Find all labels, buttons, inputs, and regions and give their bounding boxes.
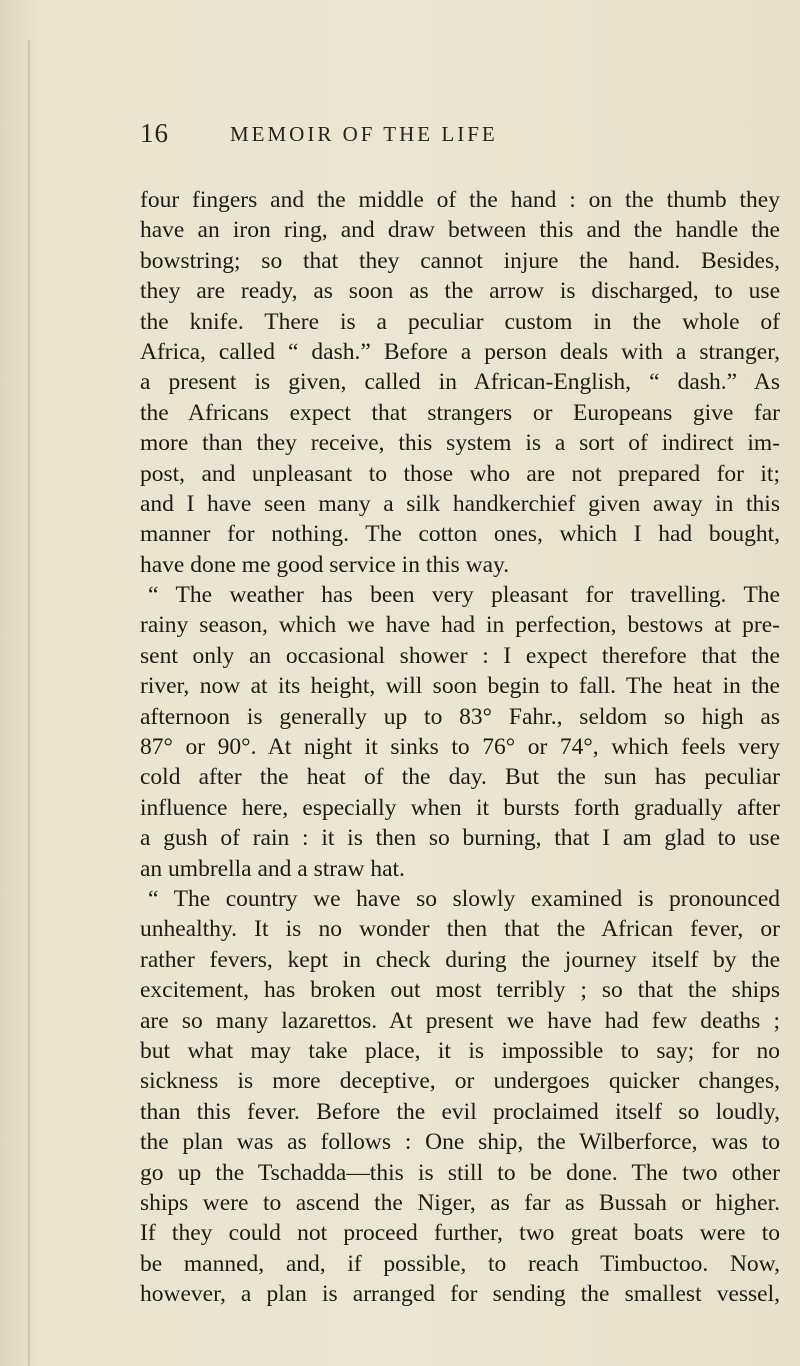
text-line: the plan was as follows : One ship, the Wilberforce, was to xyxy=(140,1129,780,1156)
text-line: post, and unpleasant to those who are not prepared for it; xyxy=(140,460,780,487)
text-line: excitement, has broken out most terribly ; so that the ships xyxy=(140,977,780,1004)
body-text xyxy=(140,185,780,1309)
text-line: cold after the heat of the day. But the sun has peculiar xyxy=(140,764,780,791)
text-line: but what may take place, it is impossible to say; for no xyxy=(140,1037,780,1064)
text-line: more than they receive, this system is a sort of indirect im- xyxy=(140,430,780,457)
text-line: rather fevers, kept in check during the journey itself by the xyxy=(140,946,780,973)
text-line: have an iron ring, and draw between this and the handle the xyxy=(140,217,780,244)
text-line: 87° or 90°. At night it sinks to 76° or 74°, which feels very xyxy=(140,734,780,761)
text-line: sickness is more deceptive, or undergoes quicker changes, xyxy=(140,1068,780,1095)
page-number: 16 xyxy=(140,118,169,148)
text-line: rainy season, which we have had in perfection, bestows at pre- xyxy=(140,612,780,639)
text-line: four fingers and the middle of the hand : on the thumb they xyxy=(140,187,780,213)
text-line: be manned, and, if possible, to reach Timbuctoo. Now, xyxy=(140,1250,780,1277)
text-line: a present is given, called in African-English, “ dash.” As xyxy=(140,369,780,396)
text-line: afternoon is generally up to 83° Fahr., seldom so high as xyxy=(140,703,780,730)
text-line: a gush of rain : it is then so burning, that I am glad to use xyxy=(140,825,780,852)
text-line: are so many lazarettos. At present we have had few deaths ; xyxy=(140,1007,780,1034)
text-line: the Africans expect that strangers or Europeans give far xyxy=(140,399,780,426)
text-line: influence here, especially when it bursts forth gradually after xyxy=(140,794,780,821)
text-line: sent only an occasional shower : I expect therefore that the xyxy=(140,642,780,669)
text-line: an umbrella and a straw hat. xyxy=(140,855,405,882)
page-gutter-line xyxy=(28,40,30,1366)
text-line: “ The country we have so slowly examined is pronounced xyxy=(148,885,780,912)
text-line: and I have seen many a silk handkerchief given away in this xyxy=(140,490,780,517)
text-line: than this fever. Before the evil proclaimed itself so loudly, xyxy=(140,1098,780,1125)
text-line: river, now at its height, will soon begin to fall. The heat in the xyxy=(140,673,780,700)
text-line: have done me good service in this way. xyxy=(140,551,510,578)
text-line: they are ready, as soon as the arrow is discharged, to use xyxy=(140,278,780,305)
text-line: ships were to ascend the Niger, as far as Bussah or higher. xyxy=(140,1189,780,1216)
text-line: “ The weather has been very pleasant for travelling. The xyxy=(148,582,780,609)
text-line: Africa, called “ dash.” Before a person deals with a stranger, xyxy=(140,338,780,365)
text-line: however, a plan is arranged for sending the smallest vessel, xyxy=(140,1281,780,1308)
text-line: If they could not proceed further, two great boats were to xyxy=(140,1220,780,1247)
text-line: the knife. There is a peculiar custom in the whole of xyxy=(140,308,780,335)
text-line: bowstring; so that they cannot injure the hand. Besides, xyxy=(140,247,780,274)
page-header xyxy=(140,118,780,158)
text-line: unhealthy. It is no wonder then that the African fever, or xyxy=(140,916,780,943)
text-line: go up the Tschadda—this is still to be done. The two other xyxy=(140,1159,780,1186)
text-line: manner for nothing. The cotton ones, which I had bought, xyxy=(140,521,780,548)
running-head: MEMOIR OF THE LIFE xyxy=(230,122,498,146)
